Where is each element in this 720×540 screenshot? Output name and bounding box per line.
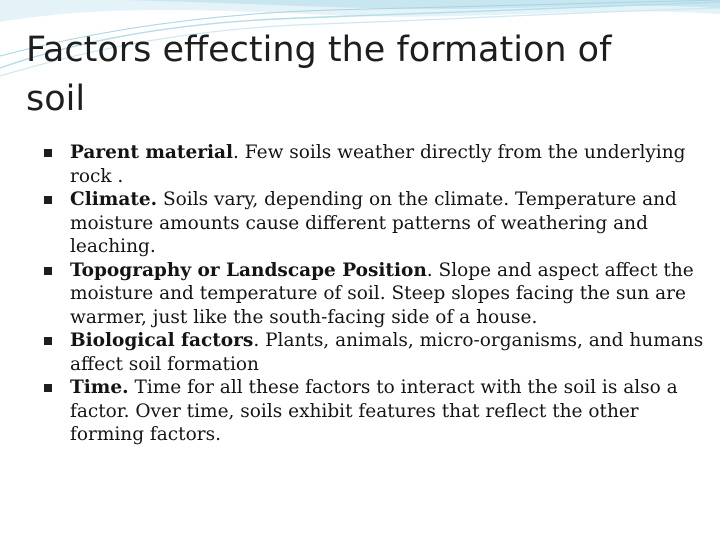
bullet-text: Soils vary, depending on the climate. Temperature and moisture amounts cause different patterns of weathering and leaching. bbox=[70, 189, 677, 257]
bullet-climate bbox=[44, 188, 706, 259]
bullet-text: . Few soils weather directly from the underlying rock . bbox=[70, 142, 686, 187]
bullet-text: . Plants, animals, micro-organisms, and humans affect soil formation bbox=[70, 330, 704, 375]
bullet-term: Biological factors bbox=[70, 330, 254, 351]
bullet-topography bbox=[44, 259, 706, 330]
square-bullet-icon bbox=[44, 384, 52, 392]
bullet-text: Time for all these factors to interact with the soil is also a factor. Over time, soils exhibit features that reflect the other forming factors. bbox=[70, 377, 678, 445]
bullet-term: Time. bbox=[70, 377, 129, 398]
bullet-biological-factors bbox=[44, 329, 706, 376]
square-bullet-icon bbox=[44, 337, 52, 345]
square-bullet-icon bbox=[44, 149, 52, 157]
bullet-term: Climate. bbox=[70, 189, 158, 210]
square-bullet-icon bbox=[44, 267, 52, 275]
bullet-term: Parent material bbox=[70, 142, 234, 163]
bullet-time bbox=[44, 376, 706, 447]
bullet-text: . Slope and aspect affect the moisture and temperature of soil. Steep slopes facing the sun are warmer, just like the south-facing side of a house. bbox=[70, 259, 694, 328]
bullet-list bbox=[44, 141, 706, 447]
bullet-term: Topography or Landscape Position bbox=[70, 259, 427, 281]
bullet-parent-material bbox=[44, 141, 706, 188]
slide-title: Factors effecting the formation of soil bbox=[26, 30, 612, 119]
square-bullet-icon bbox=[44, 196, 52, 204]
